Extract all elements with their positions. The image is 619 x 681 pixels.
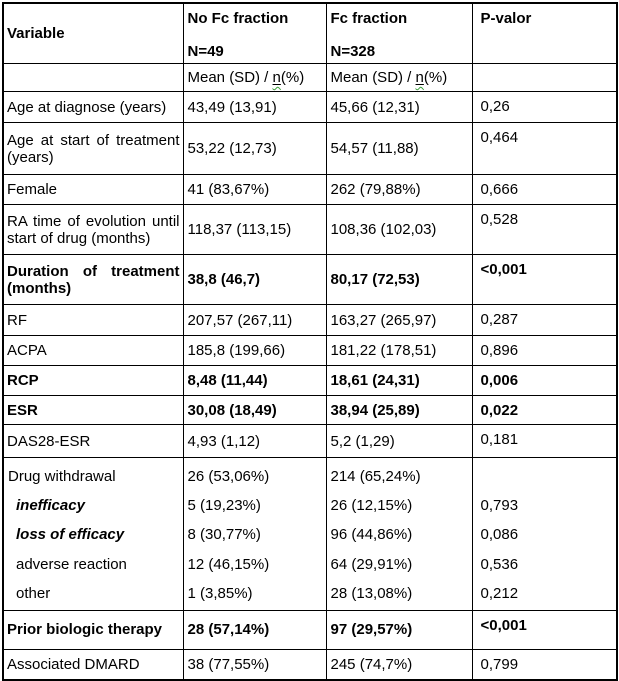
fc-cell: 18,61 (24,31) (326, 366, 472, 396)
table-row-age-diagnose (3, 92, 617, 123)
fc-cell: 262 (79,88%) (326, 175, 472, 205)
fc-cell: 245 (74,7%) (326, 649, 472, 680)
variable-cell: Female (3, 175, 183, 205)
table-row-rf (3, 305, 617, 336)
variable-cell: RF (3, 305, 183, 336)
variable-cell: Duration of treatment (months) (3, 255, 183, 305)
group-n: N=328 (330, 43, 376, 60)
no-fc-cell (183, 458, 326, 611)
n-underlined: n (415, 69, 424, 86)
no-fc-cell: 8,48 (11,44) (183, 366, 326, 396)
group-n: N=49 (187, 43, 224, 60)
table-row-drug-withdrawal (3, 458, 617, 611)
fc-cell: 45,66 (12,31) (326, 92, 472, 123)
subheader-empty (3, 64, 183, 92)
withdrawal-line-p: 0,212 (480, 584, 519, 602)
p-value-cell: 0,181 (472, 425, 617, 458)
variable-cell: Age at diagnose (years) (3, 92, 183, 123)
fc-cell: 97 (29,57%) (326, 610, 472, 649)
subheader-text: Mean (SD) / (330, 69, 416, 86)
variable-cell: ESR (3, 396, 183, 425)
withdrawal-line-value: 26 (53,06%) (187, 468, 270, 485)
table-row-das28 (3, 425, 617, 458)
no-fc-cell: 41 (83,67%) (183, 175, 326, 205)
withdrawal-line-value: 214 (65,24%) (330, 468, 421, 485)
table-row-rcp (3, 366, 617, 396)
variable-cell: Age at start of treatment (years) (3, 123, 183, 175)
fc-cell: 80,17 (72,53) (326, 255, 472, 305)
header-p-valor: P-valor (472, 3, 617, 64)
withdrawal-line-p (481, 462, 613, 491)
no-fc-cell: 30,08 (18,49) (183, 396, 326, 425)
grammar-squiggle (416, 69, 424, 86)
p-value-cell: 0,287 (472, 305, 617, 336)
header-group-fc (326, 3, 472, 64)
withdrawal-line-value: 12 (46,15%) (187, 555, 270, 573)
p-value-cell: 0,896 (472, 336, 617, 366)
withdrawal-line-label: Drug withdrawal (8, 468, 116, 485)
withdrawal-line-value: 5 (19,23%) (187, 497, 261, 515)
withdrawal-line-value: 28 (13,08%) (330, 584, 413, 602)
withdrawal-line-value: 64 (29,91%) (330, 555, 413, 573)
variable-cell: RCP (3, 366, 183, 396)
subheader-text: Mean (SD) / (187, 69, 273, 86)
withdrawal-line-value: 96 (44,86%) (330, 526, 413, 544)
grammar-squiggle (273, 69, 281, 86)
header-group-no-fc (183, 3, 326, 64)
group-name: No Fc fraction (187, 10, 289, 27)
p-value-cell: 0,464 (472, 123, 617, 175)
subheader-suffix: (%) (423, 69, 448, 86)
fc-cell: 54,57 (11,88) (326, 123, 472, 175)
no-fc-cell: 4,93 (1,12) (183, 425, 326, 458)
no-fc-cell: 28 (57,14%) (183, 610, 326, 649)
p-value-cell (472, 458, 617, 611)
n-underlined: n (272, 69, 281, 86)
no-fc-cell: 207,57 (267,11) (183, 305, 326, 336)
withdrawal-line-value: 26 (12,15%) (330, 497, 413, 515)
p-value-cell: 0,666 (472, 175, 617, 205)
table-row-female (3, 175, 617, 205)
p-value-cell: <0,001 (472, 255, 617, 305)
table-row-age-start (3, 123, 617, 175)
subheader-suffix: (%) (280, 69, 305, 86)
withdrawal-line-value: 1 (3,85%) (187, 584, 253, 602)
statistics-table (2, 2, 618, 681)
withdrawal-line-p: 0,793 (480, 497, 519, 515)
p-value-cell: 0,26 (472, 92, 617, 123)
no-fc-cell: 53,22 (12,73) (183, 123, 326, 175)
variable-cell: DAS28-ESR (3, 425, 183, 458)
fc-cell: 181,22 (178,51) (326, 336, 472, 366)
table-row-ra-time (3, 205, 617, 255)
group-name: Fc fraction (330, 10, 408, 27)
table-row-duration (3, 255, 617, 305)
subheader-empty (472, 64, 617, 92)
table-row-prior-biologic (3, 610, 617, 649)
variable-cell (3, 458, 183, 611)
variable-cell: RA time of evolution until start of drug (months) (3, 205, 183, 255)
withdrawal-line-label: adverse reaction (16, 555, 127, 573)
withdrawal-line-label: inefficacy (16, 497, 85, 515)
fc-cell: 163,27 (265,97) (326, 305, 472, 336)
table-subheader-row (3, 64, 617, 92)
fc-cell (326, 458, 472, 611)
subheader-mean-sd-1 (183, 64, 326, 92)
table-header-row (3, 3, 617, 64)
table-row-acpa (3, 336, 617, 366)
withdrawal-line-p: 0,086 (480, 526, 519, 544)
no-fc-cell: 43,49 (13,91) (183, 92, 326, 123)
withdrawal-line-value: 8 (30,77%) (187, 526, 261, 544)
variable-cell: Prior biologic therapy (3, 610, 183, 649)
p-value-cell: 0,006 (472, 366, 617, 396)
no-fc-cell: 38 (77,55%) (183, 649, 326, 680)
no-fc-cell: 38,8 (46,7) (183, 255, 326, 305)
subheader-mean-sd-2 (326, 64, 472, 92)
variable-cell: ACPA (3, 336, 183, 366)
withdrawal-line-p: 0,536 (480, 555, 519, 573)
fc-cell: 38,94 (25,89) (326, 396, 472, 425)
fc-cell: 5,2 (1,29) (326, 425, 472, 458)
no-fc-cell: 185,8 (199,66) (183, 336, 326, 366)
withdrawal-line-label: loss of efficacy (16, 526, 125, 544)
header-variable: Variable (3, 3, 183, 64)
withdrawal-line-label: other (16, 584, 51, 602)
p-value-cell: <0,001 (472, 610, 617, 649)
p-value-cell: 0,022 (472, 396, 617, 425)
table-row-esr (3, 396, 617, 425)
variable-cell: Associated DMARD (3, 649, 183, 680)
p-value-cell: 0,528 (472, 205, 617, 255)
p-value-cell: 0,799 (472, 649, 617, 680)
fc-cell: 108,36 (102,03) (326, 205, 472, 255)
no-fc-cell: 118,37 (113,15) (183, 205, 326, 255)
table-row-associated-dmard (3, 649, 617, 680)
